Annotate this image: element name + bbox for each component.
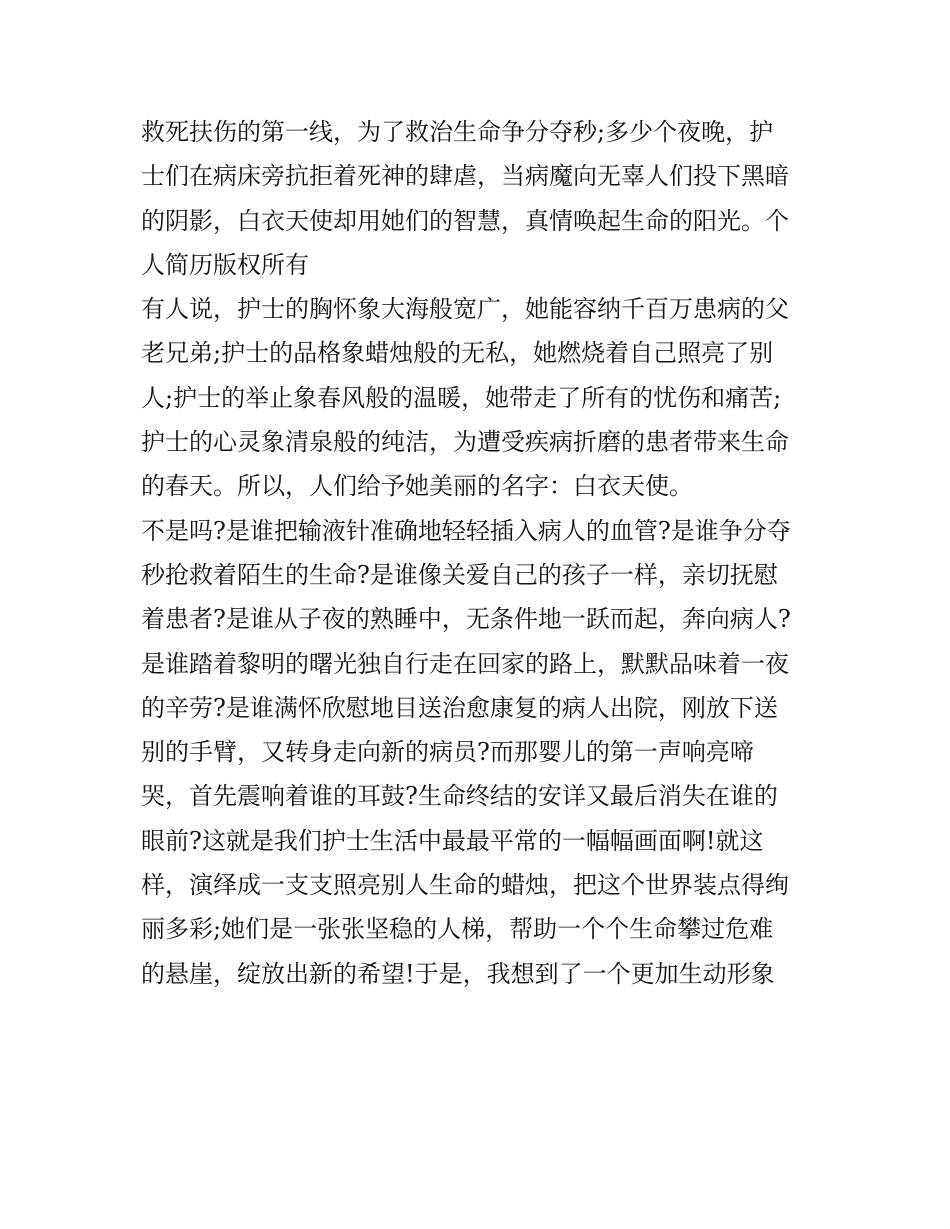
- text-line: 的春天。所以，人们给予她美丽的名字：白衣天使。: [141, 472, 693, 501]
- text-line: 的辛劳?是谁满怀欣慰地目送治愈康复的病人出院，刚放下送: [141, 693, 778, 722]
- body-text: [141, 110, 821, 996]
- text-line: 哭，首先震响着谁的耳鼓?生命终结的安详又最后消失在谁的: [141, 782, 778, 811]
- text-line: 士们在病床旁抗拒着死神的肆虐，当病魔向无辜人们投下黑暗: [141, 162, 789, 191]
- text-line: 眼前?这就是我们护士生活中最最平常的一幅幅画面啊!就这: [141, 826, 764, 855]
- text-line: 有人说，护士的胸怀象大海般宽广，她能容纳千百万患病的父: [141, 295, 789, 324]
- text-line: 的悬崖，绽放出新的希望!于是，我想到了一个更加生动形象: [141, 959, 775, 988]
- text-line: 救死扶伤的第一线，为了救治生命争分夺秒;多少个夜晚，护: [141, 118, 774, 146]
- text-line: 样，演绎成一支支照亮别人生命的蜡烛，把这个世界装点得绚: [141, 871, 789, 900]
- text-line: 护士的心灵象清泉般的纯洁，为遭受疾病折磨的患者带来生命: [141, 428, 789, 457]
- text-line: 不是吗?是谁把输液针准确地轻轻插入病人的血管?是谁争分夺: [141, 516, 791, 545]
- text-line: 秒抢救着陌生的生命?是谁像关爱自己的孩子一样，亲切抚慰: [141, 560, 778, 589]
- text-line: 人;护士的举止象春风般的温暖，她带走了所有的忧伤和痛苦;: [141, 383, 782, 412]
- text-line: 着患者?是谁从子夜的熟睡中，无条件地一跃而起，奔向病人?: [141, 605, 791, 634]
- text-line: 人简历版权所有: [141, 250, 309, 279]
- text-line: 别的手臂，又转身走向新的病员?而那婴儿的第一声响亮啼: [141, 738, 754, 767]
- text-line: 的阴影，白衣天使却用她们的智慧，真情唤起生命的阳光。个: [141, 206, 789, 235]
- text-line: 老兄弟;护士的品格象蜡烛般的无私，她燃烧着自己照亮了别: [141, 339, 774, 368]
- text-line: 是谁踏着黎明的曙光独自行走在回家的路上，默默品味着一夜: [141, 649, 789, 678]
- text-line: 丽多彩;她们是一张张坚稳的人梯，帮助一个个生命攀过危难: [141, 915, 774, 944]
